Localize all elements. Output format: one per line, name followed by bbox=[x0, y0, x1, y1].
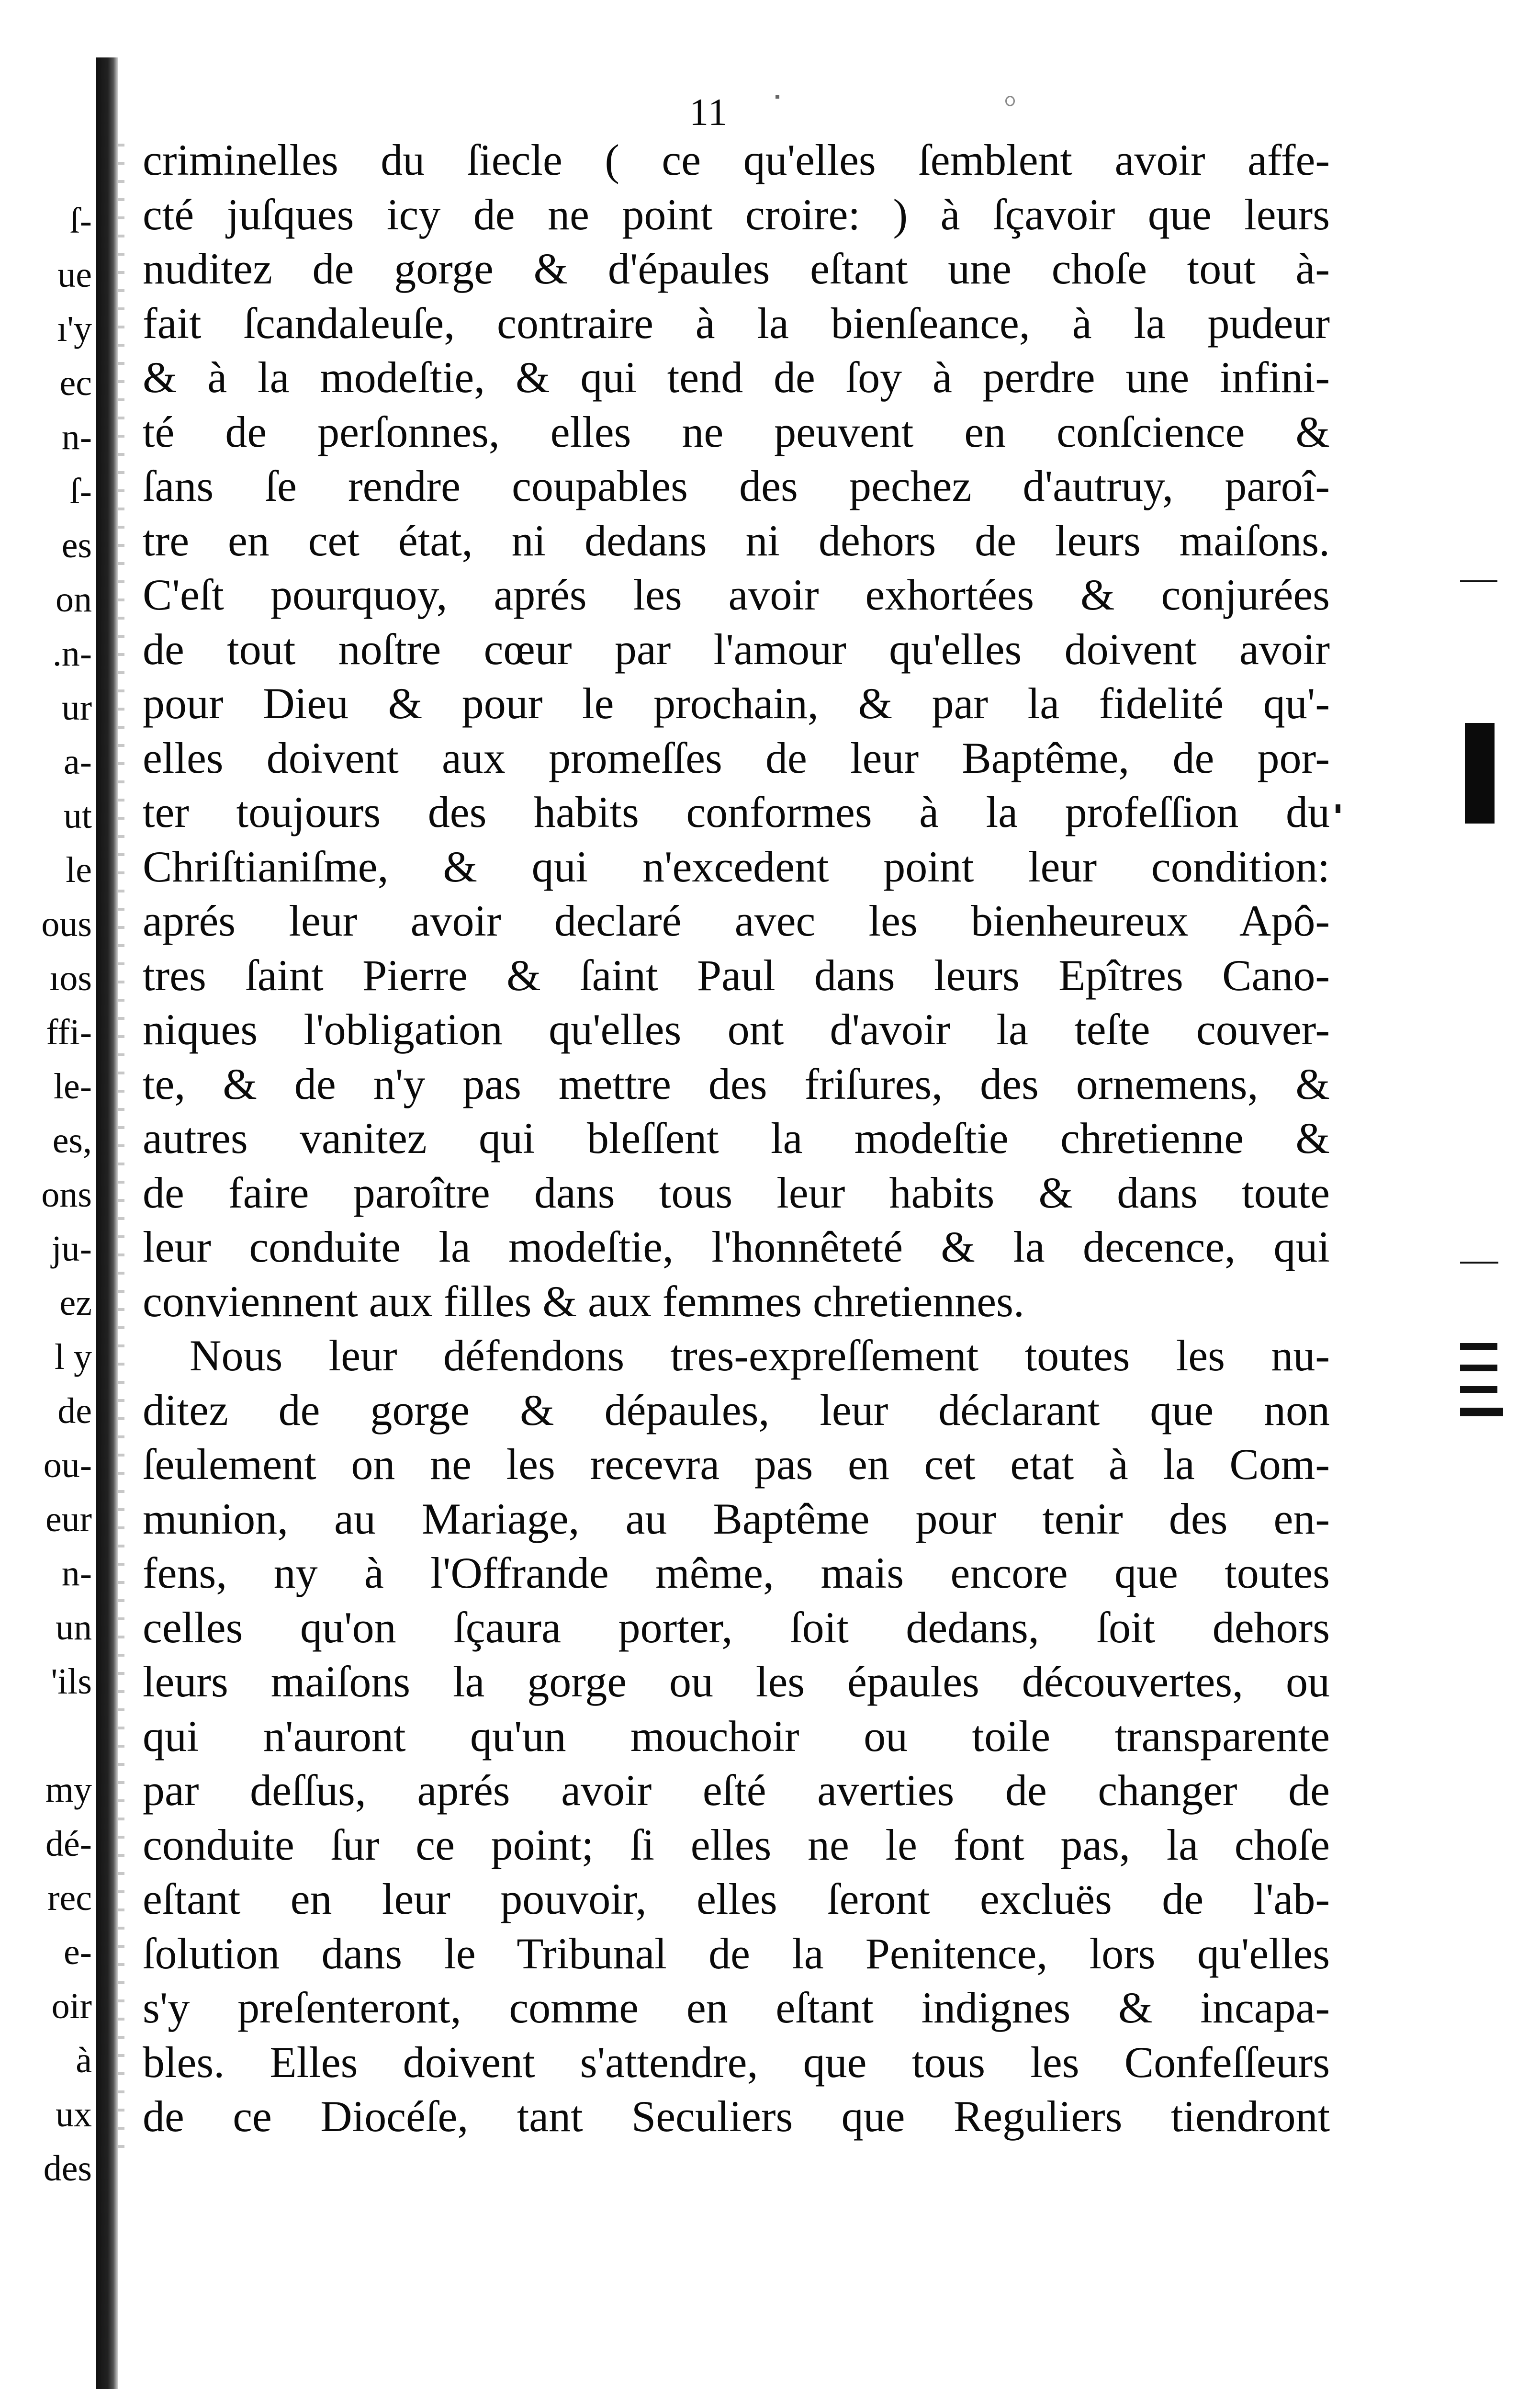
next-page-bleed-mark bbox=[1460, 580, 1497, 582]
facing-page-fragment: le- bbox=[53, 1066, 92, 1107]
facing-page-fragment: ur bbox=[61, 688, 92, 728]
text-line: conviennent aux filles & aux femmes chretiennes. bbox=[143, 1276, 1024, 1326]
text-line: de tout noſtre cœur par l'amour qu'elles doivent avoir bbox=[143, 624, 1330, 674]
text-line: de faire paroître dans tous leur habits & dans toute bbox=[143, 1168, 1330, 1217]
text-line: autres vanitez qui bleſſent la modeſtie chretienne & bbox=[143, 1114, 1330, 1163]
text-line: ſolution dans le Tribunal de la Penitence, lors qu'elles bbox=[143, 1929, 1330, 1978]
facing-page-fragment: es, bbox=[52, 1120, 92, 1161]
text-line: C'eſt pourquoy, aprés les avoir exhortées & conjurées bbox=[143, 570, 1330, 619]
text-line: pour Dieu & pour le prochain, & par la fidelité qu'- bbox=[143, 679, 1330, 728]
facing-page-fragment: dé- bbox=[45, 1824, 92, 1864]
paragraph-1 bbox=[143, 133, 1330, 1329]
next-page-bleed-mark bbox=[1460, 1365, 1497, 1371]
text-line: qui n'auront qu'un mouchoir ou toile transparente bbox=[143, 1711, 1330, 1761]
text-line: de ce Diocéſe, tant Seculiers que Reguliers tiendront bbox=[143, 2092, 1330, 2141]
facing-page-fragment: ıos bbox=[49, 958, 92, 998]
facing-page-fragment: .n- bbox=[52, 633, 92, 674]
facing-page-fragment: n- bbox=[61, 417, 92, 457]
facing-page-fragment: ux bbox=[56, 2094, 92, 2134]
text-line: fens, ny à l'Offrande même, mais encore que toutes bbox=[143, 1548, 1330, 1597]
page-number: 11 bbox=[689, 91, 729, 134]
text-line: tres ſaint Pierre & ſaint Paul dans leurs Epîtres Cano- bbox=[143, 950, 1330, 1000]
text-line: ditez de gorge & dépaules, leur déclarant que non bbox=[143, 1385, 1330, 1434]
next-page-bleed-mark bbox=[1460, 1408, 1503, 1416]
paragraph-2 bbox=[143, 1329, 1330, 2144]
facing-page-fragment: ju- bbox=[51, 1229, 92, 1269]
text-line: ter toujours des habits conformes à la profeſſion du bbox=[143, 788, 1330, 836]
text-line: bles. Elles doivent s'attendre, que tous les Confeſſeurs bbox=[143, 2037, 1330, 2087]
facing-page-fragment: ffi- bbox=[46, 1012, 92, 1052]
next-page-bleed-mark bbox=[1460, 1343, 1497, 1350]
facing-page-fragment: n- bbox=[61, 1553, 92, 1593]
facing-page-fragment: ec bbox=[59, 363, 92, 403]
text-line: Chriſtianiſme, & qui n'excedent point leur condition: bbox=[143, 842, 1330, 891]
binding-gutter-shadow bbox=[96, 57, 118, 2389]
text-line: & à la modeſtie, & qui tend de ſoy à perdre une infini- bbox=[143, 353, 1330, 402]
facing-page-fragment: a- bbox=[63, 742, 92, 782]
text-line: leurs maiſons la gorge ou les épaules découvertes, ou bbox=[143, 1657, 1330, 1706]
body-text bbox=[143, 133, 1330, 2144]
facing-page-fragment: e- bbox=[63, 1932, 92, 1972]
facing-page-fragment: oir bbox=[51, 1986, 92, 2026]
text-line: fait ſcandaleuſe, contraire à la bienſeance, à la pudeur bbox=[143, 298, 1330, 348]
text-line: ſeulement on ne les recevra pas en cet etat à la Com- bbox=[143, 1440, 1330, 1489]
facing-page-fragment: ı'y bbox=[57, 309, 92, 349]
text-line: cté juſques icy de ne point croire: ) à ſçavoir que leurs bbox=[143, 190, 1330, 239]
facing-page-fragments bbox=[0, 194, 96, 2196]
text-line: te, & de n'y pas mettre des friſures, des ornemens, & bbox=[143, 1059, 1330, 1108]
facing-page-fragment: ez bbox=[59, 1283, 92, 1323]
text-line: leur conduite la modeſtie, l'honnêteté & la decence, qui bbox=[143, 1222, 1330, 1271]
facing-page-fragment: ſ- bbox=[69, 201, 92, 241]
facing-page-fragment: l y bbox=[54, 1337, 92, 1377]
facing-page-fragment: on bbox=[56, 579, 92, 620]
facing-page-fragment: un bbox=[56, 1607, 92, 1648]
text-line: par deſſus, aprés avoir eſté averties de changer de bbox=[143, 1766, 1330, 1815]
ink-speck bbox=[776, 95, 779, 99]
facing-page-fragment: 'ils bbox=[51, 1661, 92, 1702]
text-line: eſtant en leur pouvoir, elles ſeront excluës de l'ab- bbox=[143, 1875, 1330, 1923]
facing-page-fragment: ut bbox=[63, 796, 92, 836]
ink-speck bbox=[1005, 96, 1015, 106]
facing-page-fragment: ou- bbox=[43, 1445, 92, 1485]
text-line: s'y preſenteront, comme en eſtant indignes & incapa- bbox=[143, 1983, 1330, 2032]
text-line: conduite ſur ce point; ſi elles ne le font pas, la choſe bbox=[143, 1820, 1330, 1869]
facing-page-fragment: de bbox=[57, 1391, 92, 1431]
gutter-speckle bbox=[118, 144, 124, 2155]
text-line: niques l'obligation qu'elles ont d'avoir la teſte couver- bbox=[143, 1005, 1330, 1054]
text-line: tre en cet état, ni dedans ni dehors de leurs maiſons. bbox=[143, 516, 1330, 565]
text-line: Nous leur défendons tres-expreſſement toutes les nu- bbox=[190, 1331, 1330, 1380]
facing-page-fragment: ons bbox=[41, 1174, 92, 1215]
facing-page-fragment: à bbox=[76, 2040, 92, 2080]
facing-page-fragment bbox=[0, 1709, 96, 1763]
next-page-bleed-block bbox=[1465, 723, 1495, 824]
text-line: ſans ſe rendre coupables des pechez d'autruy, paroî- bbox=[143, 462, 1330, 510]
text-line: aprés leur avoir declaré avec les bienheureux Apô- bbox=[143, 896, 1330, 945]
facing-page-fragment: ue bbox=[57, 255, 92, 295]
text-line: té de perſonnes, elles ne peuvent en conſcience & bbox=[143, 407, 1330, 456]
facing-page-fragment: des bbox=[43, 2148, 92, 2189]
facing-page-fragment: ſ- bbox=[69, 471, 92, 511]
next-page-bleed-mark bbox=[1460, 1386, 1497, 1393]
text-line: celles qu'on ſçaura porter, ſoit dedans, ſoit dehors bbox=[143, 1603, 1330, 1652]
facing-page-fragment: eur bbox=[45, 1499, 92, 1539]
facing-page-fragment: le bbox=[66, 850, 92, 890]
text-line: nuditez de gorge & d'épaules eſtant une choſe tout à- bbox=[143, 244, 1330, 293]
facing-page-fragment: es bbox=[61, 525, 92, 565]
facing-page-fragment: rec bbox=[47, 1878, 92, 1918]
text-line: munion, au Mariage, au Baptême pour tenir des en- bbox=[143, 1494, 1330, 1543]
next-page-bleed-mark bbox=[1460, 1262, 1498, 1264]
facing-page-fragment: ous bbox=[41, 904, 92, 944]
facing-page-fragment: my bbox=[45, 1770, 92, 1810]
text-line: criminelles du ſiecle ( ce qu'elles ſemblent avoir affe- bbox=[143, 136, 1330, 184]
ink-speck bbox=[1336, 804, 1340, 813]
text-line: elles doivent aux promeſſes de leur Baptême, de por- bbox=[143, 733, 1330, 782]
